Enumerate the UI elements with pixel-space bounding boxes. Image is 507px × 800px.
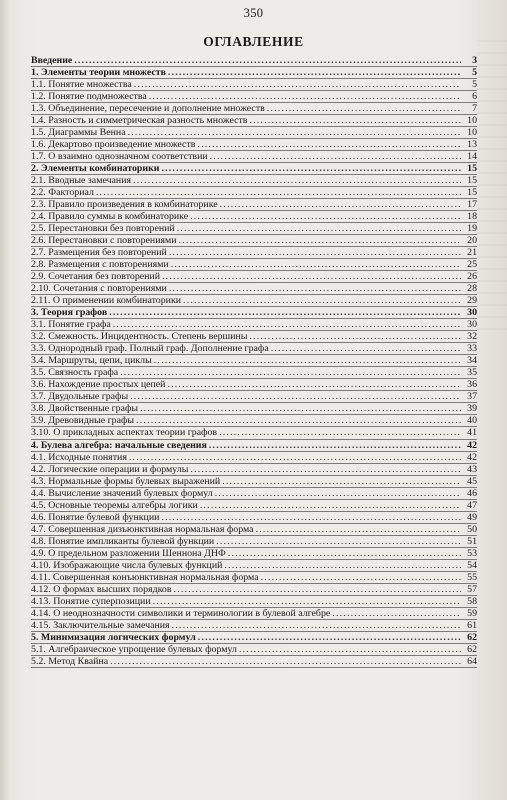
page-title: ОГЛАВЛЕНИЕ: [203, 34, 304, 49]
dot-leader: [109, 307, 461, 319]
toc-entry-label: 2. Элементы комбинаторики: [31, 163, 160, 175]
toc-entry-page-number: 51: [467, 535, 477, 547]
dot-leader: [216, 536, 461, 548]
toc-entry-page-number: 6: [472, 91, 477, 103]
toc-section-entry: [31, 379, 477, 391]
dot-leader: [140, 403, 461, 415]
dot-leader: [169, 283, 461, 295]
dot-leader: [228, 548, 461, 560]
toc-entry-label: 1.5. Диаграммы Венна: [31, 127, 126, 139]
dot-leader: [154, 355, 461, 367]
toc-entry-label: 4.3. Нормальные формы булевых выражений: [31, 475, 221, 487]
toc-entry-page-number: 3: [472, 55, 477, 66]
toc-entry-label: 4.2. Логические операции и формулы: [31, 463, 189, 475]
show-through-shadow: [477, 40, 507, 340]
dot-leader: [222, 476, 461, 488]
dot-leader: [171, 259, 461, 271]
dot-leader: [167, 379, 461, 391]
toc-section-entry: [31, 367, 477, 379]
toc-section-entry: [31, 476, 477, 488]
toc-entry-label: 4. Булева алгебра: начальные сведения: [31, 439, 207, 451]
toc-section-entry: [31, 151, 477, 163]
toc-chapter-entry: [31, 67, 477, 79]
dot-leader: [136, 415, 461, 427]
dot-leader: [220, 199, 461, 211]
toc-entry-page-number: 5: [472, 79, 477, 91]
toc-entry-label: 1.2. Понятие подмножества: [31, 91, 147, 103]
toc-entry-label: 2.10. Сочетания с повторениями: [31, 283, 167, 295]
toc-section-entry: [31, 403, 477, 415]
toc-section-entry: [31, 548, 477, 560]
dot-leader: [261, 572, 461, 584]
toc-chapter-entry: [31, 632, 477, 644]
toc-entry-page-number: 47: [467, 499, 477, 511]
page-number: 350: [243, 6, 264, 20]
dot-leader: [210, 151, 461, 163]
toc-section-entry: [31, 199, 477, 211]
dot-leader: [256, 524, 461, 536]
toc-entry-label: 1. Элементы теории множеств: [31, 67, 166, 79]
dot-leader: [177, 223, 461, 235]
toc-entry-page-number: 30: [467, 319, 477, 331]
toc-entry-label: 3.1. Понятие графа: [31, 319, 111, 331]
toc-section-entry: [31, 127, 477, 139]
toc-section-entry: [31, 175, 477, 187]
toc-chapter-entry: [31, 55, 477, 67]
toc-entry-page-number: 28: [467, 283, 477, 295]
toc-entry-page-number: 37: [467, 391, 477, 403]
toc-entry-page-number: 15: [467, 187, 477, 199]
toc-entry-label: 2.6. Перестановки с повторениями: [31, 235, 177, 247]
toc-section-entry: [31, 620, 477, 632]
toc-entry-label: 2.5. Перестановки без повторений: [31, 223, 175, 235]
dot-leader: [198, 632, 461, 644]
dot-leader: [161, 512, 461, 524]
toc-entry-page-number: 7: [472, 103, 477, 115]
toc-entry-page-number: 50: [467, 523, 477, 535]
toc-entry-page-number: 49: [467, 511, 477, 523]
toc-entry-page-number: 19: [467, 223, 477, 235]
toc-section-entry: [31, 464, 477, 476]
toc-entry-label: 4.7. Совершенная дизъюнктивная нормальная форма: [31, 523, 254, 535]
toc-entry-label: 1.4. Разность и симметрическая разность множеств: [31, 115, 248, 127]
toc-entry-label: 3.2. Смежность. Инцидентность. Степень вершины: [31, 331, 248, 343]
toc-entry-label: 1.1. Понятие множества: [31, 79, 132, 91]
toc-section-entry: [31, 343, 477, 355]
toc-entry-page-number: 41: [467, 427, 477, 439]
toc-entry-page-number: 10: [467, 127, 477, 139]
toc-entry-page-number: 13: [467, 139, 477, 151]
toc-entry-label: 1.3. Объединение, пересечение и дополнение множеств: [31, 103, 265, 115]
dot-leader: [169, 247, 461, 259]
dot-leader: [168, 67, 461, 79]
toc-entry-label: 3.3. Однородный граф. Полный граф. Дополнение графа: [31, 343, 269, 355]
toc-entry-page-number: 42: [467, 439, 477, 451]
toc-section-entry: [31, 415, 477, 427]
dot-leader: [219, 427, 461, 439]
table-of-contents: [31, 55, 477, 668]
toc-chapter-entry: [31, 307, 477, 319]
toc-section-entry: [31, 560, 477, 572]
toc-entry-page-number: 15: [467, 163, 477, 175]
dot-leader: [120, 367, 461, 379]
toc-entry-label: 4.9. О предельном разложении Шеннона ДНФ: [31, 547, 226, 559]
toc-entry-label: 4.8. Понятие импликанты булевой функции: [31, 535, 215, 547]
toc-entry-page-number: 18: [467, 211, 477, 223]
toc-section-entry: [31, 91, 477, 103]
toc-entry-label: 2.2. Факториал: [31, 187, 94, 199]
dot-leader: [183, 295, 461, 307]
toc-entry-page-number: 35: [467, 367, 477, 379]
toc-entry-label: 3.7. Двудольные графы: [31, 391, 129, 403]
toc-section-entry: [31, 608, 477, 620]
toc-entry-label: Введение: [31, 55, 73, 66]
toc-entry-page-number: 21: [467, 247, 477, 259]
toc-entry-label: 2.8. Размещения с повторениями: [31, 259, 169, 271]
dot-leader: [271, 343, 461, 355]
dot-leader: [197, 139, 461, 151]
toc-section-entry: [31, 572, 477, 584]
toc-entry-page-number: 25: [467, 259, 477, 271]
toc-entry-label: 4.11. Совершенная конъюнктивная нормальная форма: [31, 571, 259, 583]
toc-entry-label: 2.4. Правило суммы в комбинаторике: [31, 211, 189, 223]
toc-entry-page-number: 62: [467, 643, 477, 655]
toc-entry-label: 1.6. Декартово произведение множеств: [31, 139, 196, 151]
toc-entry-label: 5.1. Алгебраическое упрощение булевых формул: [31, 643, 237, 655]
toc-section-entry: [31, 247, 477, 259]
toc-entry-label: 2.11. О применении комбинаторики: [31, 295, 182, 307]
dot-leader: [172, 620, 461, 632]
toc-entry-label: 3. Теория графов: [31, 307, 108, 319]
toc-entry-page-number: 32: [467, 331, 477, 343]
toc-entry-page-number: 33: [467, 343, 477, 355]
dot-leader: [267, 103, 461, 115]
dot-leader: [153, 596, 461, 608]
toc-chapter-entry: [31, 440, 477, 452]
toc-section-entry: [31, 644, 477, 656]
dot-leader: [134, 79, 461, 91]
dot-leader: [161, 163, 461, 175]
toc-entry-page-number: 57: [467, 583, 477, 595]
toc-entry-label: 2.1. Вводные замечания: [31, 175, 132, 187]
dot-leader: [110, 656, 461, 668]
toc-section-entry: [31, 319, 477, 331]
toc-entry-label: 4.10. Изображающие числа булевых функций: [31, 559, 223, 571]
toc-section-entry: [31, 596, 477, 608]
toc-section-entry: [31, 259, 477, 271]
toc-entry-page-number: 36: [467, 379, 477, 391]
toc-entry-page-number: 58: [467, 595, 477, 607]
toc-section-entry: [31, 139, 477, 151]
toc-entry-page-number: 34: [467, 355, 477, 367]
toc-chapter-entry: [31, 163, 477, 175]
toc-entry-label: 3.10. О прикладных аспектах теории графов: [31, 427, 218, 439]
toc-entry-page-number: 20: [467, 235, 477, 247]
dot-leader: [174, 584, 461, 596]
toc-entry-label: 4.13. Понятие суперпозиции: [31, 595, 151, 607]
dot-leader: [133, 175, 461, 187]
toc-entry-page-number: 54: [467, 559, 477, 571]
toc-entry-page-number: 46: [467, 487, 477, 499]
toc-entry-label: 2.3. Правило произведения в комбинаторике: [31, 199, 218, 211]
toc-entry-page-number: 5: [472, 67, 477, 79]
toc-entry-page-number: 62: [467, 631, 477, 643]
dot-leader: [128, 127, 461, 139]
toc-entry-label: 4.12. О формах высших порядков: [31, 583, 172, 595]
toc-entry-page-number: 26: [467, 271, 477, 283]
toc-entry-page-number: 39: [467, 403, 477, 415]
toc-entry-page-number: 61: [467, 619, 477, 631]
toc-section-entry: [31, 355, 477, 367]
toc-section-entry: [31, 271, 477, 283]
toc-section-entry: [31, 584, 477, 596]
toc-section-entry: [31, 103, 477, 115]
toc-entry-label: 4.14. О неоднозначности символики и терминологии в булевой алгебре: [31, 607, 331, 619]
toc-entry-page-number: 10: [467, 115, 477, 127]
toc-entry-page-number: 14: [467, 151, 477, 163]
toc-entry-page-number: 43: [467, 463, 477, 475]
dot-leader: [200, 500, 461, 512]
toc-entry-label: 4.15. Заключительные замечания: [31, 619, 170, 631]
dot-leader: [190, 211, 461, 223]
toc-entry-label: 3.5. Связность графа: [31, 367, 119, 379]
toc-section-entry: [31, 283, 477, 295]
toc-entry-page-number: 64: [467, 655, 477, 667]
toc-entry-label: 4.6. Понятие булевой функции: [31, 511, 160, 523]
toc-entry-label: 4.5. Основные теоремы алгебры логики: [31, 499, 198, 511]
toc-entry-label: 5. Минимизация логических формул: [31, 631, 196, 643]
toc-section-entry: [31, 536, 477, 548]
toc-entry-page-number: 42: [467, 451, 477, 463]
toc-section-entry: [31, 391, 477, 403]
toc-entry-page-number: 17: [467, 199, 477, 211]
dot-leader: [74, 55, 461, 67]
toc-section-entry: [31, 488, 477, 500]
toc-section-entry: [31, 331, 477, 343]
toc-entry-label: 4.4. Вычисление значений булевых формул: [31, 487, 213, 499]
toc-section-entry: [31, 211, 477, 223]
toc-section-entry: [31, 115, 477, 127]
toc-section-entry: [31, 656, 477, 668]
dot-leader: [332, 608, 461, 620]
dot-leader: [179, 235, 461, 247]
dot-leader: [113, 319, 461, 331]
dot-leader: [249, 331, 461, 343]
toc-section-entry: [31, 295, 477, 307]
toc-entry-page-number: 45: [467, 475, 477, 487]
dot-leader: [190, 464, 461, 476]
dot-leader: [96, 187, 461, 199]
toc-entry-label: 4.1. Исходные понятия: [31, 451, 127, 463]
toc-section-entry: [31, 235, 477, 247]
toc-entry-page-number: 15: [467, 175, 477, 187]
toc-entry-label: 3.9. Древовидные графы: [31, 415, 135, 427]
toc-section-entry: [31, 524, 477, 536]
dot-leader: [209, 440, 461, 452]
toc-entry-label: 3.4. Маршруты, цепи, циклы: [31, 355, 152, 367]
toc-entry-label: 1.7. О взаимно однозначном соответствии: [31, 151, 208, 163]
dot-leader: [215, 488, 461, 500]
toc-entry-label: 3.8. Двойственные графы: [31, 403, 138, 415]
toc-entry-label: 5.2. Метод Квайна: [31, 655, 109, 667]
toc-entry-page-number: 59: [467, 607, 477, 619]
dot-leader: [249, 115, 461, 127]
toc-entry-page-number: 30: [467, 307, 477, 319]
toc-section-entry: [31, 512, 477, 524]
toc-section-entry: [31, 187, 477, 199]
dot-leader: [224, 560, 461, 572]
toc-entry-label: 2.7. Размещения без повторений: [31, 247, 167, 259]
dot-leader: [149, 91, 461, 103]
toc-section-entry: [31, 427, 477, 439]
toc-entry-page-number: 53: [467, 547, 477, 559]
toc-entry-label: 2.9. Сочетания без повторений: [31, 271, 161, 283]
toc-entry-page-number: 29: [467, 295, 477, 307]
toc-section-entry: [31, 223, 477, 235]
dot-leader: [239, 644, 461, 656]
toc-entry-page-number: 55: [467, 571, 477, 583]
dot-leader: [162, 271, 461, 283]
toc-entry-label: 3.6. Нахождение простых цепей: [31, 379, 166, 391]
dot-leader: [129, 452, 461, 464]
dot-leader: [130, 391, 461, 403]
toc-section-entry: [31, 452, 477, 464]
toc-entry-page-number: 40: [467, 415, 477, 427]
toc-section-entry: [31, 79, 477, 91]
toc-section-entry: [31, 500, 477, 512]
